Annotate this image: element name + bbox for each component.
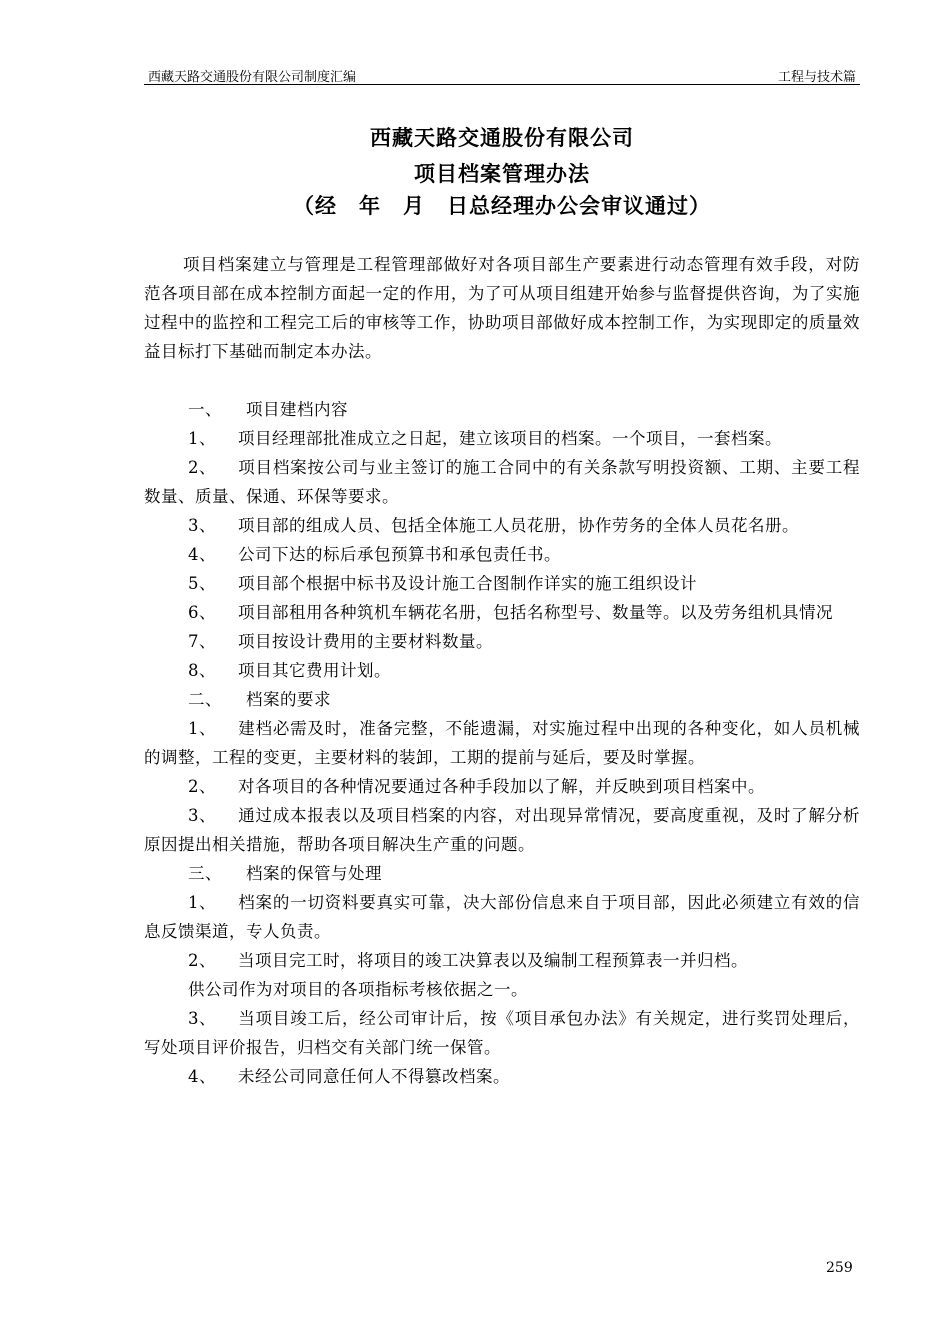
item-text: 建档必需及时，准备完整，不能遗漏，对实施过程中出现的各种变化，如人员机械的调整，工程的变更，主要材料的装卸，工期的提前与延后，要及时掌握。 bbox=[144, 719, 860, 767]
item-number: 3、 bbox=[188, 806, 216, 825]
section-title: 档案的保管与处理 bbox=[246, 864, 382, 883]
section-number: 三、 bbox=[188, 864, 222, 883]
item-text: 项目部租用各种筑机车辆花名册，包括名称型号、数量等。以及劳务组机具情况 bbox=[238, 603, 833, 622]
header-right-text: 工程与技术篇 bbox=[777, 70, 856, 85]
intro-paragraph: 项目档案建立与管理是工程管理部做好对各项目部生产要素进行动态管理有效手段，对防范各项目部在成本控制方面起一定的作用，为了可从项目组建开始参与监督提供咨询，为了实施过程中的监控和工程完工后的审核等工作，协助项目部做好成本控制工作，为实现即定的质量效益目标打下基础而制定本办法。 bbox=[144, 255, 860, 361]
item-text: 项目其它费用计划。 bbox=[238, 661, 391, 680]
list-item bbox=[144, 656, 860, 685]
running-header bbox=[144, 64, 860, 85]
item-text: 通过成本报表以及项目档案的内容，对出现异常情况，要高度重视，及时了解分析原因提出相关措施，帮助各项目解决生产重的问题。 bbox=[144, 806, 860, 854]
section-title: 项目建档内容 bbox=[246, 400, 348, 419]
item-number: 3、 bbox=[188, 1009, 216, 1028]
document-body bbox=[144, 250, 860, 1091]
item-number: 2、 bbox=[188, 458, 216, 477]
item-number: 2、 bbox=[188, 777, 216, 796]
item-text: 项目部个根据中标书及设计施工合图制作详实的施工组织设计 bbox=[238, 574, 697, 593]
item-text: 当项目竣工后，经公司审计后，按《项目承包办法》有关规定，进行奖罚处理后，写处项目评价报告，归档交有关部门统一保管。 bbox=[144, 1009, 860, 1057]
list-item bbox=[144, 772, 860, 801]
item-number: 3、 bbox=[188, 516, 216, 535]
item-number: 1、 bbox=[188, 429, 216, 448]
item-text: 项目按设计费用的主要材料数量。 bbox=[238, 632, 493, 651]
list-item bbox=[144, 453, 860, 511]
list-item bbox=[144, 888, 860, 946]
section-title: 档案的要求 bbox=[246, 690, 331, 709]
item-number: 8、 bbox=[188, 661, 216, 680]
list-item bbox=[144, 946, 860, 975]
header-left-text: 西藏天路交通股份有限公司制度汇编 bbox=[148, 70, 357, 85]
item-number: 4、 bbox=[188, 1067, 216, 1086]
section-heading bbox=[144, 395, 860, 424]
item-number: 1、 bbox=[188, 719, 216, 738]
list-item-continuation: 供公司作为对项目的各项指标考核依据之一。 bbox=[188, 980, 528, 999]
list-item bbox=[144, 569, 860, 598]
list-item bbox=[144, 540, 860, 569]
item-text: 项目档案按公司与业主签订的施工合同中的有关条款写明投资额、工期、主要工程数量、质量、保通、环保等要求。 bbox=[144, 458, 860, 506]
section-heading bbox=[144, 859, 860, 888]
list-item bbox=[144, 714, 860, 772]
item-text: 档案的一切资料要真实可靠，决大部份信息来自于项目部，因此必须建立有效的信息反馈渠道，专人负责。 bbox=[144, 893, 860, 941]
item-text: 项目经理部批准成立之日起，建立该项目的档案。一个项目，一套档案。 bbox=[238, 429, 782, 448]
list-item bbox=[144, 801, 860, 859]
list-item bbox=[144, 627, 860, 656]
item-text: 项目部的组成人员、包括全体施工人员花册，协作劳务的全体人员花名册。 bbox=[238, 516, 799, 535]
item-text: 未经公司同意任何人不得篡改档案。 bbox=[238, 1067, 510, 1086]
section-number: 一、 bbox=[188, 400, 222, 419]
item-number: 7、 bbox=[188, 632, 216, 651]
page-number: 259 bbox=[826, 1260, 853, 1276]
item-number: 5、 bbox=[188, 574, 216, 593]
list-item bbox=[144, 424, 860, 453]
item-text: 对各项目的各种情况要通过各种手段加以了解，并反映到项目档案中。 bbox=[238, 777, 765, 796]
list-item bbox=[144, 1004, 860, 1062]
list-item bbox=[144, 511, 860, 540]
item-number: 1、 bbox=[188, 893, 216, 912]
paragraph-gap bbox=[144, 366, 860, 395]
item-text: 公司下达的标后承包预算书和承包责任书。 bbox=[238, 545, 561, 564]
item-number: 6、 bbox=[188, 603, 216, 622]
approval-note: （经 年 月 日总经理办公会审议通过） bbox=[293, 194, 711, 218]
section-number: 二、 bbox=[188, 690, 222, 709]
item-number: 4、 bbox=[188, 545, 216, 564]
company-title: 西藏天路交通股份有限公司 bbox=[370, 126, 634, 150]
item-text: 当项目完工时，将项目的竣工决算表以及编制工程预算表一并归档。 bbox=[238, 951, 748, 970]
list-item bbox=[144, 1062, 860, 1091]
section-heading bbox=[144, 685, 860, 714]
list-item bbox=[144, 598, 860, 627]
document-title: 项目档案管理办法 bbox=[414, 162, 590, 186]
item-number: 2、 bbox=[188, 951, 216, 970]
